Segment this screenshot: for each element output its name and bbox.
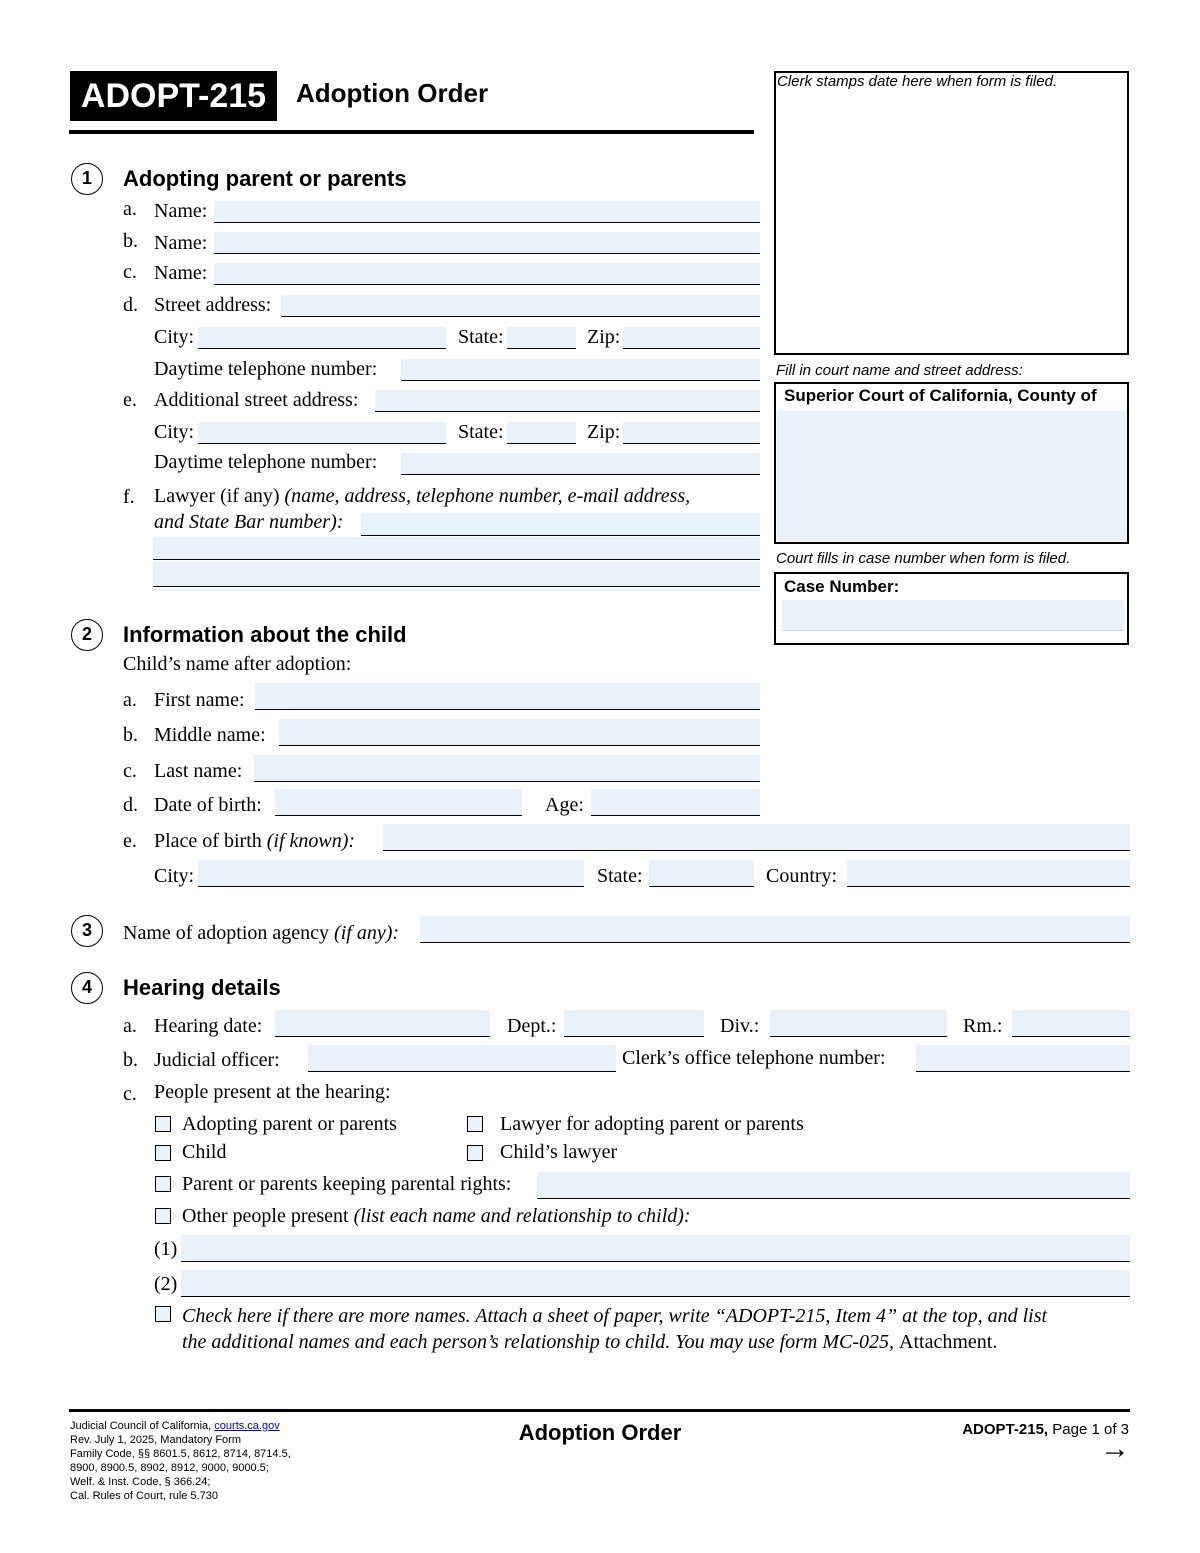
keeping-rights-option: Parent or parents keeping parental rights: bbox=[182, 1173, 512, 1195]
clerk-phone-label: Clerk’s office telephone number: bbox=[622, 1047, 886, 1069]
item-letter: c. bbox=[123, 1083, 137, 1105]
phone-label: Daytime telephone number: bbox=[154, 358, 378, 380]
lawyer-label bbox=[154, 484, 690, 508]
lawyer-label-continued: and State Bar number): bbox=[154, 511, 344, 533]
div-label: Div.: bbox=[720, 1015, 760, 1037]
country-label: Country: bbox=[766, 865, 838, 887]
item-letter: d. bbox=[123, 294, 138, 316]
birthplace-label-italic: (if known): bbox=[266, 830, 356, 852]
state-input-2[interactable] bbox=[507, 422, 576, 444]
section-4-title: Hearing details bbox=[123, 975, 281, 1000]
court-name-input[interactable] bbox=[777, 411, 1126, 541]
next-page-arrow-icon: → bbox=[1100, 1432, 1130, 1465]
phone-input[interactable] bbox=[401, 359, 760, 381]
lawyer-label-text: Lawyer (if any) bbox=[154, 485, 285, 507]
item-letter: b. bbox=[123, 230, 138, 252]
lawyer-label-italic: (name, address, telephone number, e-mail address, bbox=[284, 485, 691, 507]
footer-page-number: Page 1 of 3 bbox=[1048, 1421, 1129, 1438]
footer-form-id: ADOPT-215, bbox=[962, 1421, 1049, 1438]
item-letter: f. bbox=[123, 486, 135, 508]
city-input[interactable] bbox=[198, 327, 446, 349]
hearing-date-label: Hearing date: bbox=[154, 1015, 263, 1037]
footer-code-4: Cal. Rules of Court, rule 5.730 bbox=[70, 1490, 218, 1502]
item-letter: a. bbox=[123, 1015, 137, 1037]
item-letter: b. bbox=[123, 724, 138, 746]
section-1-title: Adopting parent or parents bbox=[123, 166, 407, 191]
first-name-label: First name: bbox=[154, 689, 245, 711]
lawyer-input-3[interactable] bbox=[153, 562, 760, 587]
div-input[interactable] bbox=[770, 1010, 947, 1037]
zip-label: Zip: bbox=[587, 421, 621, 443]
age-label: Age: bbox=[545, 794, 584, 816]
header-rule bbox=[69, 130, 754, 134]
zip-input[interactable] bbox=[623, 327, 760, 349]
child-checkbox[interactable] bbox=[155, 1145, 171, 1161]
item-letter: e. bbox=[123, 830, 137, 852]
dob-input[interactable] bbox=[275, 789, 522, 816]
agency-label-text: Name of adoption agency bbox=[123, 922, 335, 944]
court-name-note: Fill in court name and street address: bbox=[776, 362, 1023, 379]
city-label: City: bbox=[154, 326, 195, 348]
judicial-officer-input[interactable] bbox=[308, 1045, 616, 1072]
name-b-input[interactable] bbox=[214, 232, 760, 254]
dept-input[interactable] bbox=[564, 1010, 704, 1037]
additional-address-input[interactable] bbox=[375, 390, 760, 412]
item-letter: c. bbox=[123, 261, 137, 283]
phone-label: Daytime telephone number: bbox=[154, 451, 378, 473]
more-names-text-1: Check here if there are more names. Attach a sheet of paper, write “ADOPT-215, Item 4” at the top, and list bbox=[182, 1305, 1048, 1327]
other-people-option bbox=[182, 1204, 691, 1228]
child-lawyer-checkbox[interactable] bbox=[467, 1145, 483, 1161]
clerk-stamp-note: Clerk stamps date here when form is filed. bbox=[777, 73, 1058, 90]
street-address-input[interactable] bbox=[281, 295, 760, 317]
footer-code-3: Welf. & Inst. Code, § 366.24; bbox=[70, 1476, 211, 1488]
other-people-italic: (list each name and relationship to child): bbox=[353, 1205, 691, 1227]
name-a-input[interactable] bbox=[214, 201, 760, 223]
more-names-text-2 bbox=[182, 1330, 997, 1354]
additional-address-label: Additional street address: bbox=[154, 389, 359, 411]
other-people-checkbox[interactable] bbox=[155, 1208, 171, 1224]
zip-input-2[interactable] bbox=[623, 422, 760, 444]
clerk-stamp-box bbox=[774, 71, 1129, 355]
lawyer-parents-option: Lawyer for adopting parent or parents bbox=[500, 1113, 804, 1135]
agency-label-italic: (if any): bbox=[334, 922, 400, 944]
birthplace-label bbox=[154, 829, 355, 853]
lawyer-input-2[interactable] bbox=[153, 537, 760, 560]
hearing-date-input[interactable] bbox=[275, 1010, 490, 1037]
middle-name-input[interactable] bbox=[279, 719, 760, 746]
last-name-label: Last name: bbox=[154, 760, 243, 782]
section-3-number: 3 bbox=[71, 915, 103, 947]
birth-state-input[interactable] bbox=[649, 860, 754, 887]
birthplace-label-text: Place of birth bbox=[154, 830, 267, 852]
courts-link[interactable]: courts.ca.gov bbox=[214, 1420, 280, 1432]
other-line-1-input[interactable] bbox=[181, 1235, 1130, 1262]
birth-country-input[interactable] bbox=[847, 860, 1130, 887]
city-input-2[interactable] bbox=[198, 422, 446, 444]
first-name-input[interactable] bbox=[255, 683, 760, 710]
footer-code-1: Family Code, §§ 8601.5, 8612, 8714, 8714.5, bbox=[70, 1448, 291, 1460]
last-name-input[interactable] bbox=[254, 755, 760, 782]
agency-input[interactable] bbox=[420, 916, 1130, 943]
birthplace-input[interactable] bbox=[383, 824, 1130, 851]
other-line-1-label: (1) bbox=[154, 1238, 178, 1260]
people-present-label: People present at the hearing: bbox=[154, 1081, 391, 1103]
section-2-title: Information about the child bbox=[123, 622, 407, 647]
more-names-italic-2: the additional names and each person’s relationship to child. You may use form MC-025, bbox=[182, 1331, 900, 1353]
lawyer-parents-checkbox[interactable] bbox=[467, 1116, 483, 1132]
footer-rule bbox=[69, 1409, 1130, 1412]
age-input[interactable] bbox=[591, 789, 760, 816]
child-option: Child bbox=[182, 1141, 227, 1163]
item-letter: a. bbox=[123, 198, 137, 220]
keeping-rights-input[interactable] bbox=[537, 1172, 1130, 1199]
item-letter: a. bbox=[123, 689, 137, 711]
state-label: State: bbox=[458, 326, 504, 348]
section-1-number: 1 bbox=[71, 163, 103, 195]
keeping-rights-checkbox[interactable] bbox=[155, 1176, 171, 1192]
street-address-label: Street address: bbox=[154, 294, 272, 316]
child-lawyer-option: Child’s lawyer bbox=[500, 1141, 618, 1163]
item-letter: c. bbox=[123, 760, 137, 782]
city-label: City: bbox=[154, 865, 195, 887]
court-name-label: Superior Court of California, County of bbox=[784, 386, 1097, 405]
footer-title: Adoption Order bbox=[518, 1420, 682, 1445]
child-name-subtitle: Child’s name after adoption: bbox=[123, 653, 352, 675]
case-number-label: Case Number: bbox=[784, 577, 900, 596]
zip-label: Zip: bbox=[587, 326, 621, 348]
name-a-label: Name: bbox=[154, 200, 208, 222]
name-c-label: Name: bbox=[154, 262, 208, 284]
state-label: State: bbox=[458, 421, 504, 443]
more-names-end: Attachment. bbox=[899, 1331, 998, 1353]
case-number-note: Court fills in case number when form is filed. bbox=[776, 550, 1071, 567]
footer-rev: Rev. July 1, 2025, Mandatory Form bbox=[70, 1434, 241, 1446]
footer-council-text: Judicial Council of California, bbox=[70, 1420, 215, 1432]
city-label: City: bbox=[154, 421, 195, 443]
rm-input[interactable] bbox=[1012, 1010, 1130, 1037]
name-c-input[interactable] bbox=[214, 263, 760, 285]
agency-label bbox=[123, 921, 399, 945]
phone-input-2[interactable] bbox=[401, 453, 760, 475]
lawyer-input-1[interactable] bbox=[361, 513, 760, 536]
lawyer-input-bottom bbox=[153, 589, 760, 591]
rm-label: Rm.: bbox=[963, 1015, 1003, 1037]
section-2-number: 2 bbox=[71, 619, 103, 651]
adopting-parents-option: Adopting parent or parents bbox=[182, 1113, 397, 1135]
clerk-phone-input[interactable] bbox=[916, 1045, 1130, 1072]
item-letter: d. bbox=[123, 794, 138, 816]
name-b-label: Name: bbox=[154, 232, 208, 254]
item-letter: e. bbox=[123, 389, 137, 411]
item-letter: b. bbox=[123, 1049, 138, 1071]
dob-label: Date of birth: bbox=[154, 794, 262, 816]
page-title: Adoption Order bbox=[296, 78, 489, 108]
footer-code-2: 8900, 8900.5, 8902, 8912, 9000, 9000.5; bbox=[70, 1462, 269, 1474]
state-input[interactable] bbox=[507, 327, 576, 349]
form-id-badge: ADOPT-215 bbox=[70, 71, 277, 121]
birth-city-input[interactable] bbox=[198, 860, 584, 887]
more-names-checkbox[interactable] bbox=[155, 1306, 171, 1322]
other-line-2-input[interactable] bbox=[181, 1270, 1130, 1297]
other-line-2-label: (2) bbox=[154, 1273, 178, 1295]
case-number-input[interactable] bbox=[782, 600, 1124, 631]
adopting-parents-checkbox[interactable] bbox=[155, 1116, 171, 1132]
judicial-officer-label: Judicial officer: bbox=[154, 1049, 280, 1071]
dept-label: Dept.: bbox=[507, 1015, 557, 1037]
state-label: State: bbox=[597, 865, 643, 887]
middle-name-label: Middle name: bbox=[154, 724, 266, 746]
section-4-number: 4 bbox=[71, 972, 103, 1004]
other-people-text: Other people present bbox=[182, 1205, 354, 1227]
